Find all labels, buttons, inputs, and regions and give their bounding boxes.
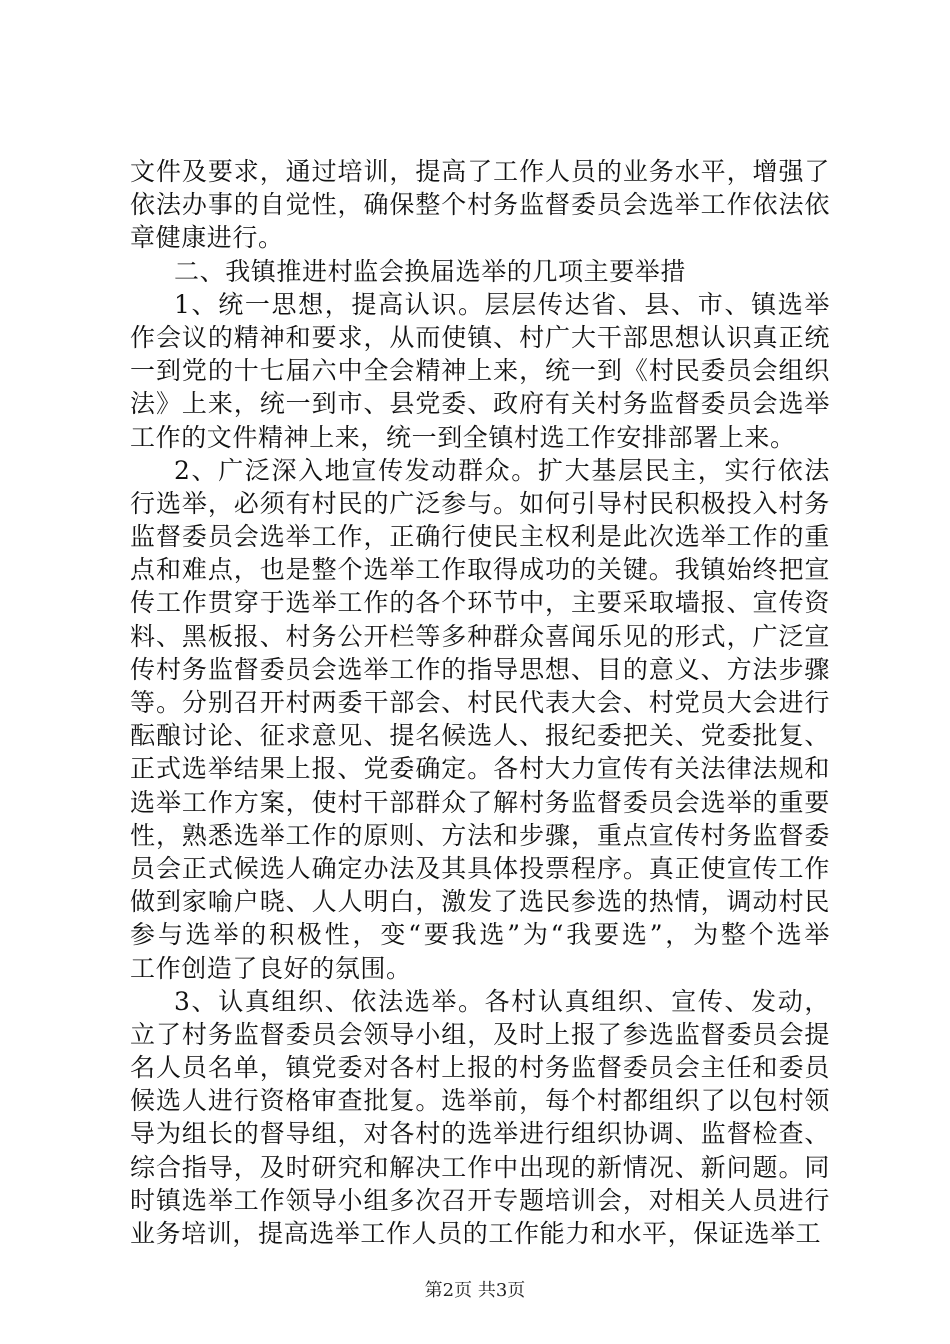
text-line: 工作的文件精神上来，统一到全镇村选工作安排部署上来。 (130, 422, 796, 452)
paragraph (130, 155, 830, 255)
text-line: 名人员名单，镇党委对各村上报的村务监督委员会主任和委员 (130, 1053, 830, 1083)
text-line: 参与选举的积极性，变“要我选”为“我要选”，为整个选举 (130, 920, 830, 950)
text-line: 3、认真组织、依法选举。各村认真组织、宣传、发动， (174, 986, 830, 1016)
text-line: 料、黑板报、村务公开栏等多种群众喜闻乐见的形式，广泛宣 (130, 621, 830, 651)
text-line: 导为组长的督导组，对各村的选举进行组织协调、监督检查、 (130, 1119, 830, 1149)
section-heading (130, 255, 830, 288)
text-line: 正式选举结果上报、党委确定。各村大力宣传有关法律法规和 (130, 754, 830, 784)
text-line: 性，熟悉选举工作的原则、方法和步骤，重点宣传村务监督委 (130, 820, 830, 850)
text-line: 酝酿讨论、征求意见、提名候选人、报纪委把关、党委批复、 (130, 721, 830, 751)
text-line: 选举工作方案，使村干部群众了解村务监督委员会选举的重要 (130, 787, 830, 817)
text-line: 点和难点，也是整个选举工作取得成功的关键。我镇始终把宣 (130, 555, 830, 585)
text-line: 1、统一思想，提高认识。层层传达省、县、市、镇选举 (174, 289, 830, 319)
text-line: 综合指导，及时研究和解决工作中出现的新情况、新问题。同 (130, 1152, 830, 1182)
text-line: 监督委员会选举工作，正确行使民主权利是此次选举工作的重 (130, 522, 830, 552)
text-line: 行选举，必须有村民的广泛参与。如何引导村民积极投入村务 (130, 488, 830, 518)
text-line: 文件及要求，通过培训，提高了工作人员的业务水平，增强了 (130, 157, 830, 186)
text-line: 二、我镇推进村监会换届选举的几项主要举措 (174, 256, 687, 286)
text-line: 候选人进行资格审查批复。选举前，每个村都组织了以包村领 (130, 1086, 830, 1116)
text-line: 立了村务监督委员会领导小组，及时上报了参选监督委员会提 (130, 1019, 830, 1049)
text-line: 章健康进行。 (130, 223, 284, 253)
text-line: 员会正式候选人确定办法及其具体投票程序。真正使宣传工作 (130, 853, 830, 883)
paragraph (130, 454, 830, 985)
text-line: 依法办事的自觉性，确保整个村务监督委员会选举工作依法依 (130, 190, 830, 220)
paragraph (130, 985, 830, 1251)
text-line: 做到家喻户晓、人人明白，激发了选民参选的热情，调动村民 (130, 887, 830, 917)
text-line: 一到党的十七届六中全会精神上来，统一到《村民委员会组织 (130, 356, 830, 386)
paragraph (130, 288, 830, 454)
page-footer (0, 1276, 950, 1302)
text-line: 等。分别召开村两委干部会、村民代表大会、村党员大会进行 (130, 688, 830, 717)
text-line: 时镇选举工作领导小组多次召开专题培训会，对相关人员进行 (130, 1185, 830, 1215)
document-body (130, 155, 830, 1250)
page-number-label: 第2页 共3页 (424, 1280, 526, 1301)
text-line: 工作创造了良好的氛围。 (130, 953, 412, 983)
text-line: 传工作贯穿于选举工作的各个环节中，主要采取墙报、宣传资 (130, 588, 830, 618)
text-line: 法》上来，统一到市、县党委、政府有关村务监督委员会选举 (130, 389, 830, 419)
text-line: 2、广泛深入地宣传发动群众。扩大基层民主，实行依法 (174, 455, 830, 485)
text-line: 传村务监督委员会选举工作的指导思想、目的意义、方法步骤 (130, 654, 830, 684)
text-line: 作会议的精神和要求，从而使镇、村广大干部思想认识真正统 (130, 322, 830, 352)
text-line: 业务培训，提高选举工作人员的工作能力和水平，保证选举工 (130, 1219, 822, 1248)
